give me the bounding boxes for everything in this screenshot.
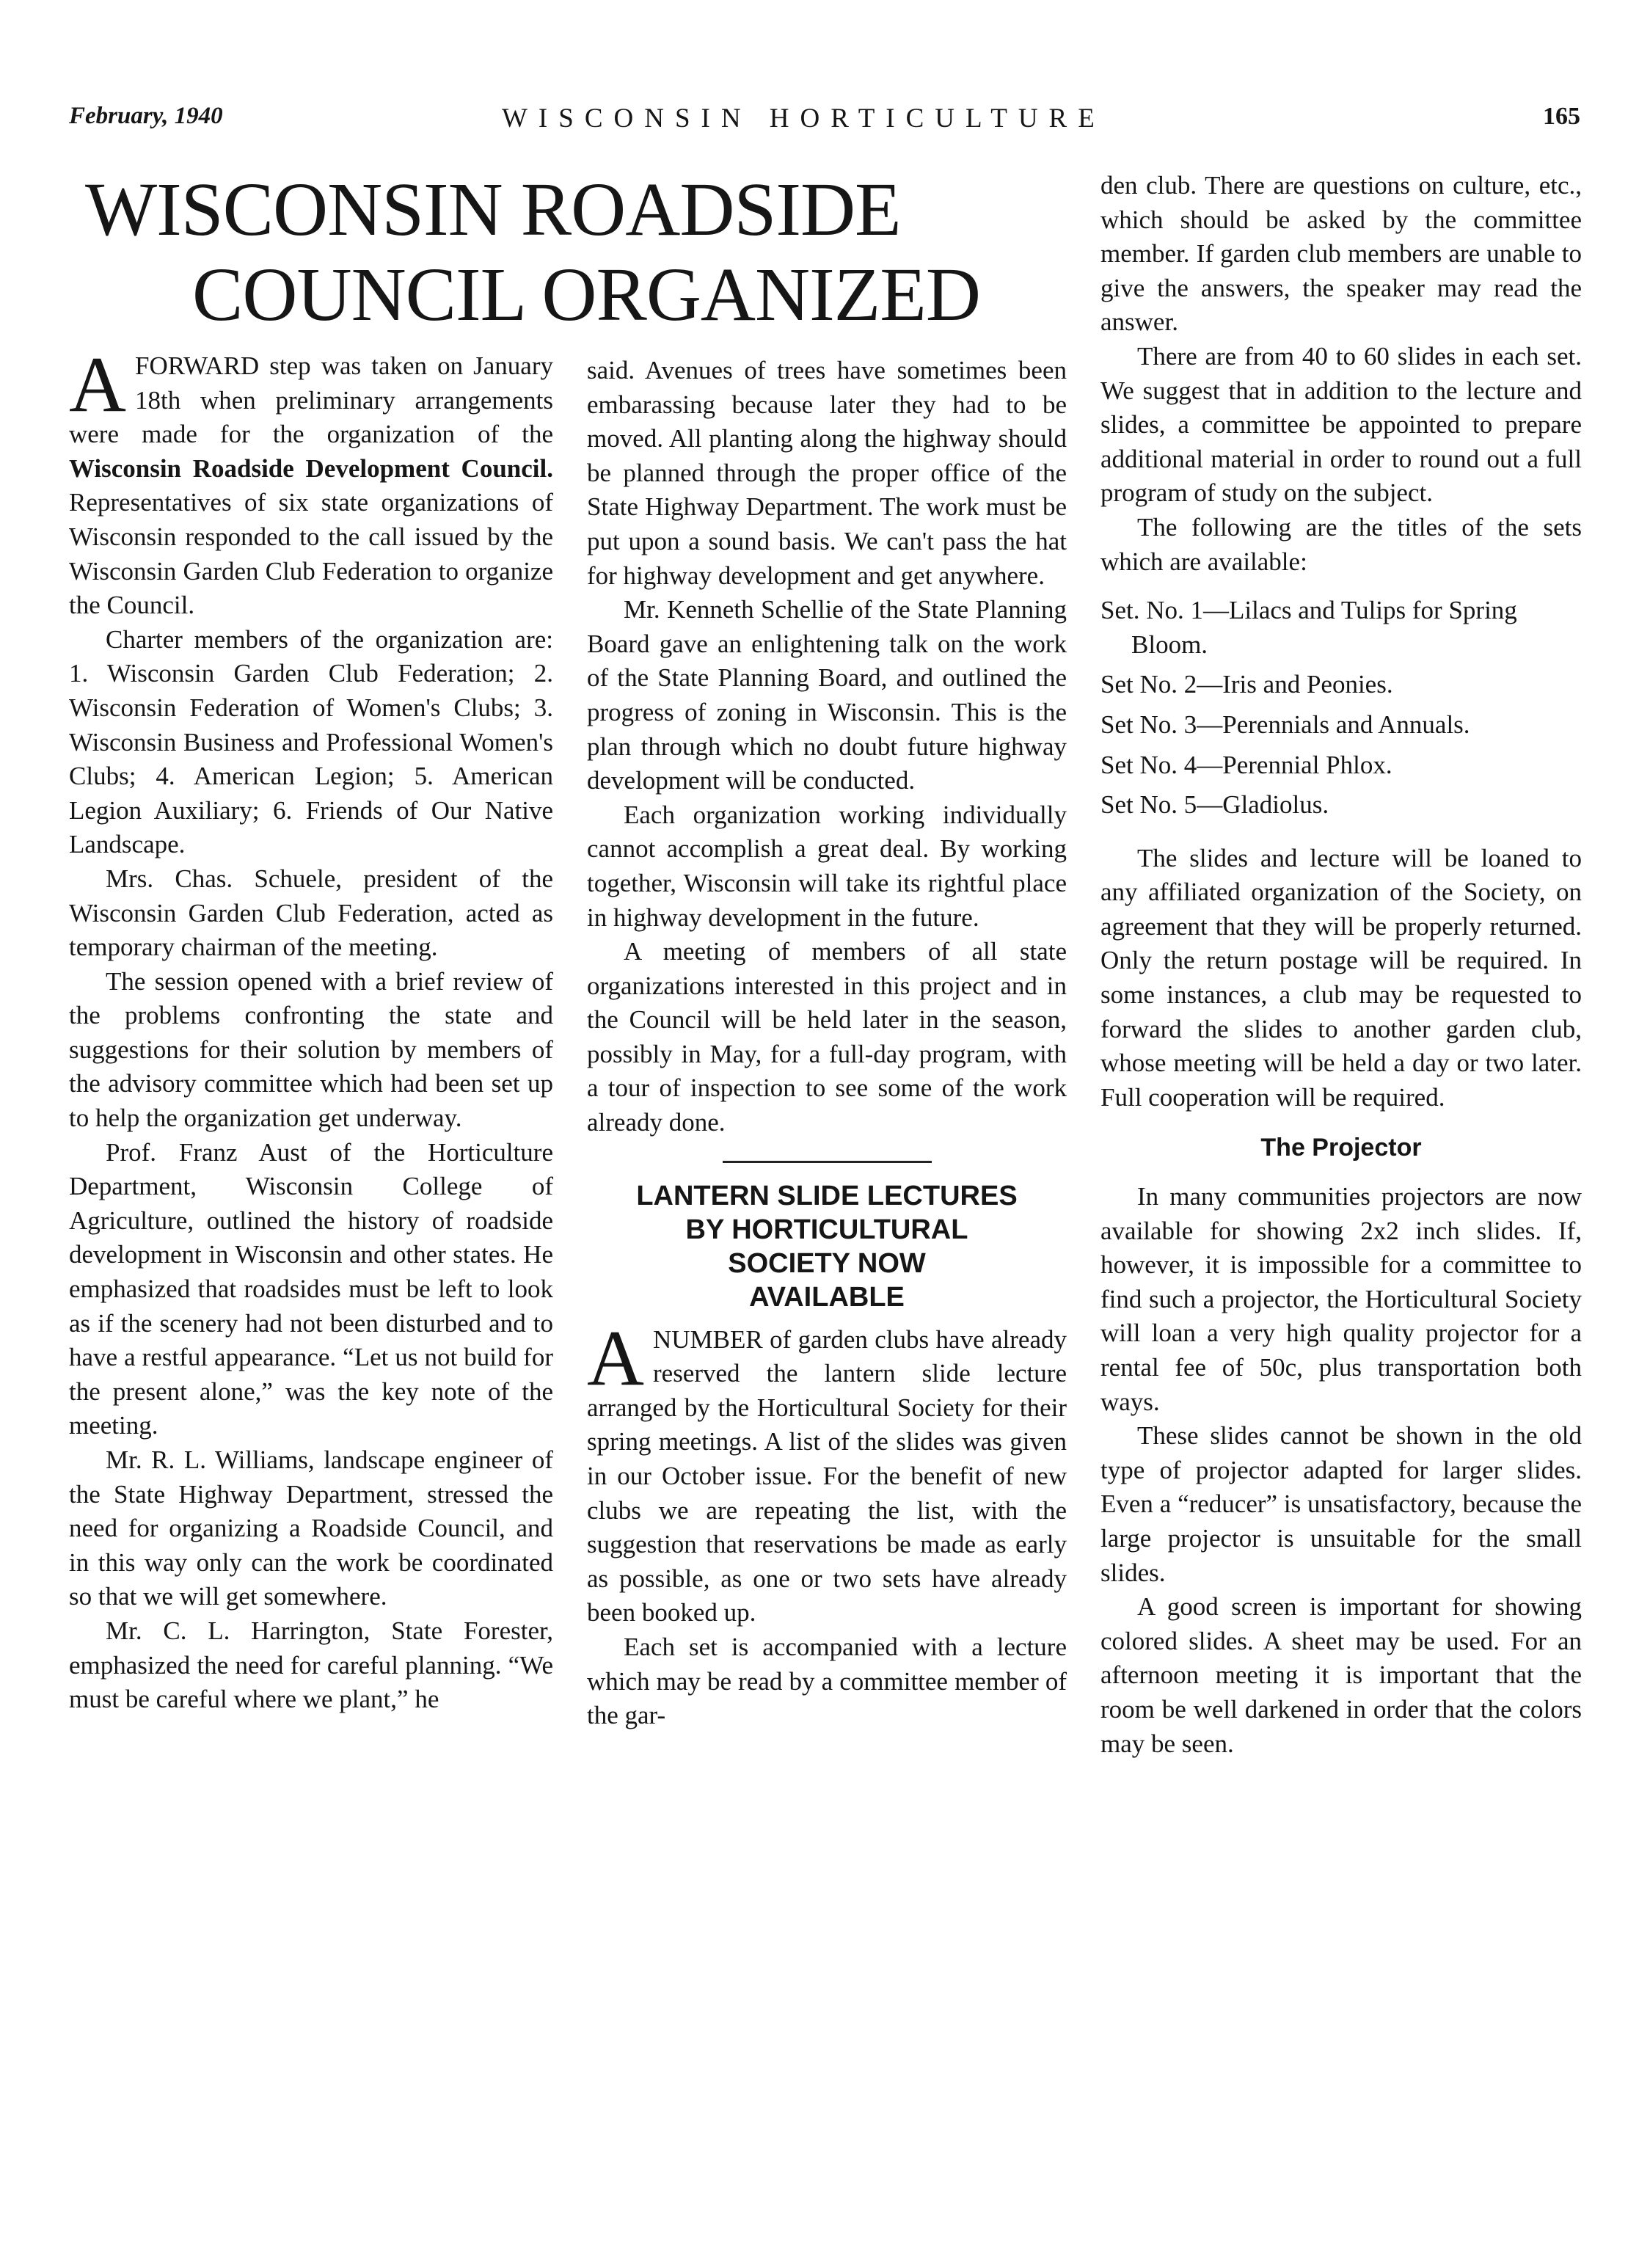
paragraph: Mr. Kenneth Schellie of the State Planning Board gave an enlightening talk on the work of the State Planning Board, and outlined the progress of zoning in Wisconsin. This is the plan through which no doubt future highway development will be conducted. [587,595,1067,795]
column-2 [587,354,1067,1733]
paragraph [587,1314,1067,1630]
paragraph: Prof. Franz Aust of the Horticulture Department, Wisconsin College of Agriculture, outlined the history of roadside development in Wisconsin and other states. He emphasized that roadsides must be left to look as if the scenery had not been disturbed and to have a restful appearance. “Let us not build for the present alone,” was the key note of the meeting. [69,1137,553,1440]
section-divider [723,1161,932,1163]
drop-cap: A [69,341,126,429]
drop-cap: A [587,1314,644,1402]
list-item: Set No. 2—Iris and Peonies. [1100,670,1393,699]
paragraph: In many communities projectors are now available for showing 2x2 inch slides. If, however, it is impossible for a committee to find such a projector, the Horticultural Society will loan a very high quality projector for a rental fee of 50c, plus transportation both ways. [1100,1182,1582,1416]
column-1 [69,341,553,1717]
heading-line: SOCIETY NOW [728,1247,926,1279]
paragraph-continued: den club. There are questions on culture, etc., which should be asked by the committee member. If garden club members are unable to give the answers, the speaker may read the answer. [1100,171,1582,337]
heading-line: LANTERN SLIDE LECTURES [636,1180,1018,1211]
heading-line: AVAILABLE [749,1281,905,1313]
paragraph: Each organization working individually cannot accomplish a great deal. By working together, Wisconsin will take its rightful place in highway development in the future. [587,800,1067,932]
lantern-slide-heading [587,1179,1067,1314]
projector-heading: The Projector [1260,1134,1422,1162]
list-item: Set No. 3—Perennials and Annuals. [1100,710,1470,739]
paragraph: Charter members of the organization are: 1. Wisconsin Garden Club Federation; 2. Wisconsin Federation of Women's Clubs; 3. Wisconsin Business and Professional Women's Clubs; 4. American Legion; 5. American Legion Auxiliary; 6. Friends of Our Native Landscape. [69,624,553,859]
list-item: Set. No. 1—Lilacs and Tulips for Spring Bloom. [1100,596,1517,659]
paragraph: Mr. C. L. Harrington, State Forester, emphasized the need for careful planning. “We must be careful where we plant,” he [69,1616,553,1714]
paragraph-text: Representatives of six state organizations of Wisconsin responded to the call issued by the Wisconsin Garden Club Federation to organize the Council. [69,488,553,620]
paragraph-text: NUMBER of garden clubs have already reserved the lantern slide lecture arranged by the Horticultural Society for their spring meetings. A list of the slides was given in our October issue. For the benefit of new clubs we are repeating the list, with the suggestion that reservations be made as early as possible, as one or two sets have already been booked up. [587,1324,1067,1627]
council-name: Wisconsin Roadside Development Council. [69,453,553,483]
heading-line: BY HORTICULTURAL [685,1214,968,1245]
paragraph: Mr. R. L. Williams, landscape engineer of the State Highway Department, stressed the need for organizing a Roadside Council, and in this way only can the work be coordinated so that we will get somewhere. [69,1445,553,1611]
column-3 [1100,169,1582,1761]
headline-line-2: COUNCIL ORGANIZED [192,252,980,337]
paragraph: The slides and lecture will be loaned to any affiliated organization of the Society, on agreement that they will be properly returned. Only the return postage will be required. In some instances, a club may be requested to forward the slides to another garden club, whose meeting will be held a day or two later. Full cooperation will be required. [1100,843,1582,1112]
headline-line-1: WISCONSIN ROADSIDE [85,167,901,252]
list-item: Set No. 4—Perennial Phlox. [1100,750,1392,779]
paragraph: Mrs. Chas. Schuele, president of the Wisconsin Garden Club Federation, acted as temporary chairman of the meeting. [69,864,553,962]
paragraph: The session opened with a brief review of the problems confronting the state and suggestions for their solution by members of the advisory committee which had been set up to help the organization get underway. [69,966,553,1133]
paragraph: A good screen is important for showing colored slides. A sheet may be used. For an afternoon meeting it is important that the room be well darkened in order that the colors may be seen. [1100,1592,1582,1758]
publication-title: WISCONSIN HORTICULTURE [502,103,1106,134]
paragraph [69,341,553,623]
paragraph: These slides cannot be shown in the old type of projector adapted for larger slides. Even a “reducer” is unsatisfactory, because the large projector is unsuitable for the small slides. [1100,1421,1582,1587]
article-headline [69,167,1081,338]
list-item: Set No. 5—Gladiolus. [1100,790,1329,820]
paragraph: Each set is accompanied with a lecture which may be read by a committee member of the gar- [587,1633,1067,1730]
running-head [69,103,1580,147]
paragraph-continued: said. Avenues of trees have sometimes been embarassing because later they had to be moved. All planting along the highway should be planned through the proper office of the State Highway Department. The work must be put upon a sound basis. We can't pass the hat for highway development and get anywhere. [587,356,1067,590]
paragraph: There are from 40 to 60 slides in each set. We suggest that in addition to the lecture and slides, a committee be appointed to prepare additional material in order to round out a full program of study on the subject. [1100,341,1582,508]
paragraph: The following are the titles of the sets which are available: [1100,512,1582,576]
paragraph-text: FORWARD step was taken on January 18th when preliminary arrangements were made for the organization of the [69,351,553,449]
paragraph: A meeting of members of all state organizations interested in this project and in the Council will be held later in the season, possibly in May, for a full-day program, with a tour of inspection to see some of the work already done. [587,937,1067,1137]
issue-date: February, 1940 [69,103,223,129]
slide-set-list [1100,594,1582,823]
page-number: 165 [1543,103,1580,130]
